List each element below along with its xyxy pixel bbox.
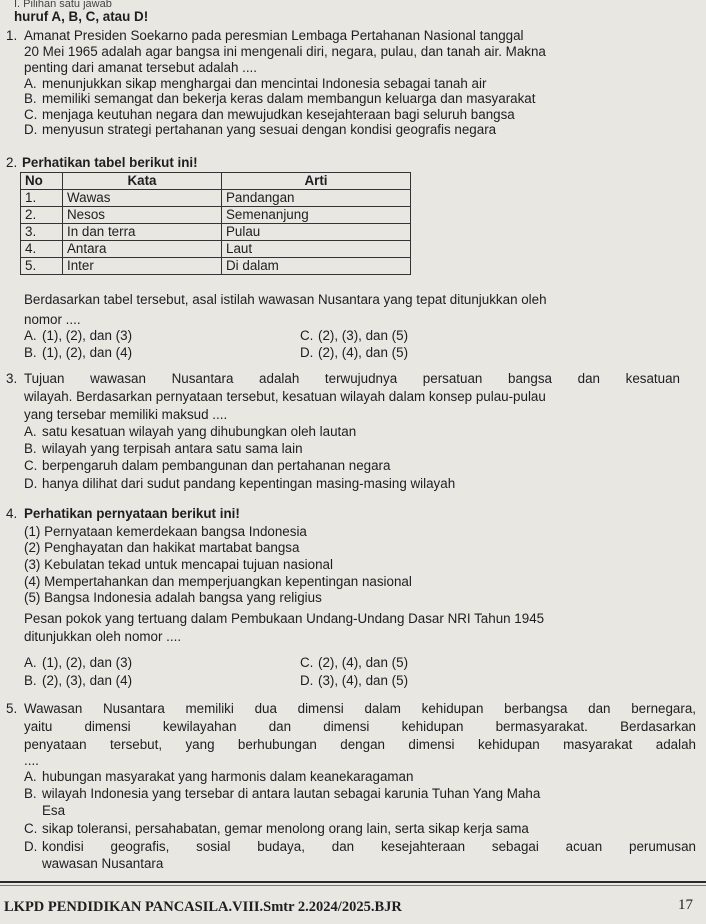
table-cell-no: 3. — [21, 224, 63, 241]
q2-option-c[interactable]: (2), (3), dan (5) — [318, 328, 409, 343]
table-row — [21, 190, 411, 207]
table-cell-arti: Semenanjung — [222, 207, 411, 224]
table-cell-kata: In dan terra — [63, 224, 222, 241]
q5-stem-line1: Wawasan Nusantara memiliki dua dimensi dalam kehidupan berbangsa dan bernegara, — [24, 701, 696, 716]
table-cell-no: 4. — [21, 241, 63, 258]
q5-option-d-line1[interactable]: kondisi geografis, sosial budaya, dan kesejahteraan sebagai acuan perumusan — [42, 839, 696, 854]
q1-option-b[interactable]: memiliki semangat dan bekerja keras dalam membangun keluarga dan masyarakat — [42, 91, 536, 106]
footer-publisher: LKPD PENDIDIKAN PANCASILA.VIII.Smtr 2.2024/2025.BJR — [4, 899, 402, 915]
q3-option-a[interactable]: satu kesatuan wilayah yang dihubungkan oleh lautan — [42, 424, 357, 439]
q4-statement: (4) Mempertahankan dan memperjuangkan kepentingan nasional — [24, 574, 412, 589]
table-cell-kata: Inter — [63, 258, 222, 275]
q5-number: 5. — [6, 701, 18, 716]
q4-option-d[interactable]: (3), (4), dan (5) — [318, 673, 409, 688]
q1-option-d-letter[interactable]: D. — [24, 122, 38, 137]
table-row — [21, 241, 411, 258]
q2-option-b-letter[interactable]: B. — [24, 345, 37, 360]
q4-statement: (1) Pernyataan kemerdekaan bangsa Indonesia — [24, 524, 307, 539]
q5-option-c-letter[interactable]: C. — [24, 821, 38, 836]
q1-stem-line1: Amanat Presiden Soekarno pada peresmian Lembaga Pertahanan Nasional tanggal — [24, 28, 524, 43]
table-row — [21, 258, 411, 275]
q1-option-a[interactable]: menunjukkan sikap menghargai dan mencintai Indonesia sebagai tanah air — [42, 76, 487, 91]
q1-option-d[interactable]: menyusun strategi pertahanan yang sesuai dengan kondisi geografis negara — [42, 122, 497, 137]
q1-stem-line2: 20 Mei 1965 adalah agar bangsa ini mengenali diri, negara, pulau, dan tanah air. Makna — [24, 44, 546, 59]
q2-intro: Perhatikan tabel berikut ini! — [22, 155, 198, 170]
q3-option-c[interactable]: berpengaruh dalam pembangunan dan pertahanan negara — [42, 458, 391, 473]
table-cell-no: 2. — [21, 207, 63, 224]
q4-option-b-letter[interactable]: B. — [24, 673, 37, 688]
q1-option-a-letter[interactable]: A. — [24, 76, 37, 91]
top-fragment: I. Pilihan satu jawab — [14, 0, 112, 10]
q2-option-a[interactable]: (1), (2), dan (3) — [42, 328, 133, 343]
q5-option-a-letter[interactable]: A. — [24, 769, 37, 784]
q2-option-b[interactable]: (1), (2), dan (4) — [42, 345, 133, 360]
q5-stem-line2: yaitu dimensi kewilayahan dan dimensi kehidupan bermasyarakat. Berdasarkan — [24, 719, 696, 734]
table-header-arti: Arti — [222, 173, 411, 190]
q5-option-a[interactable]: hubungan masyarakat yang harmonis dalam keanekaragaman — [42, 769, 414, 784]
instruction: huruf A, B, C, atau D! — [14, 9, 149, 24]
q1-option-b-letter[interactable]: B. — [24, 91, 37, 106]
q2-number: 2. — [6, 155, 18, 170]
q3-option-d-letter[interactable]: D. — [24, 476, 38, 491]
q4-option-c[interactable]: (2), (4), dan (5) — [318, 655, 409, 670]
table-header-kata: Kata — [63, 173, 222, 190]
q1-number: 1. — [6, 28, 18, 43]
q2-question-line2: nomor .... — [24, 312, 81, 327]
q5-stem-line4: .... — [24, 753, 39, 768]
q5-option-d-letter[interactable]: D. — [24, 839, 38, 854]
q4-statement: (3) Kebulatan tekad untuk mencapai tujuan nasional — [24, 557, 333, 572]
q4-number: 4. — [6, 506, 18, 521]
q4-option-a[interactable]: (1), (2), dan (3) — [42, 655, 133, 670]
footer-divider-thin — [0, 885, 706, 886]
table-row — [21, 207, 411, 224]
q3-number: 3. — [6, 371, 18, 386]
table-header-no: No — [21, 173, 63, 190]
table-cell-kata: Antara — [63, 241, 222, 258]
q1-option-c[interactable]: menjaga keutuhan negara dan mewujudkan kesejahteraan bagi seluruh bangsa — [42, 107, 515, 122]
q2-option-a-letter[interactable]: A. — [24, 328, 37, 343]
table-cell-kata: Nesos — [63, 207, 222, 224]
q3-option-c-letter[interactable]: C. — [24, 458, 38, 473]
table-cell-no: 1. — [21, 190, 63, 207]
table-cell-arti: Di dalam — [222, 258, 411, 275]
q2-option-d-letter[interactable]: D. — [300, 345, 314, 360]
q3-option-b[interactable]: wilayah yang terpisah antara satu sama lain — [42, 441, 303, 456]
q2-option-c-letter[interactable]: C. — [300, 328, 314, 343]
q5-option-c[interactable]: sikap toleransi, persahabatan, gemar menolong orang lain, serta sikap kerja sama — [42, 821, 529, 836]
q4-option-a-letter[interactable]: A. — [24, 655, 37, 670]
q3-option-b-letter[interactable]: B. — [24, 441, 37, 456]
q4-option-c-letter[interactable]: C. — [300, 655, 314, 670]
q2-question-line1: Berdasarkan tabel tersebut, asal istilah wawasan Nusantara yang tepat ditunjukkan oleh — [24, 292, 547, 307]
q4-statement: (2) Penghayatan dan hakikat martabat bangsa — [24, 540, 300, 555]
q5-option-b-line2[interactable]: Esa — [42, 803, 66, 818]
q4-stem-line1: Pesan pokok yang tertuang dalam Pembukaan Undang-Undang Dasar NRI Tahun 1945 — [24, 611, 545, 626]
q5-option-d-line2[interactable]: wawasan Nusantara — [42, 856, 164, 871]
q1-option-c-letter[interactable]: C. — [24, 107, 38, 122]
table-cell-arti: Laut — [222, 241, 411, 258]
q1-stem-line3: penting dari amanat tersebut adalah .... — [24, 60, 258, 75]
q4-option-d-letter[interactable]: D. — [300, 673, 314, 688]
footer-page-number: 17 — [678, 897, 693, 913]
q4-intro: Perhatikan pernyataan berikut ini! — [24, 506, 240, 521]
q4-statement: (5) Bangsa Indonesia adalah bangsa yang religius — [24, 590, 322, 605]
table-cell-arti: Pulau — [222, 224, 411, 241]
q3-option-a-letter[interactable]: A. — [24, 424, 37, 439]
q4-stem-line2: ditunjukkan oleh nomor .... — [24, 629, 182, 644]
q5-stem-line3: penyataan tersebut, yang berhubungan dengan dimensi kehidupan masyarakat adalah — [24, 737, 696, 752]
q3-stem-line1: Tujuan wawasan Nusantara adalah terwujudnya persatuan bangsa dan kesatuan — [24, 371, 680, 386]
table-header-row — [21, 173, 411, 190]
table-cell-no: 5. — [21, 258, 63, 275]
q2-option-d[interactable]: (2), (4), dan (5) — [318, 345, 409, 360]
q3-option-d[interactable]: hanya dilihat dari sudut pandang kepentingan masing-masing wilayah — [42, 476, 456, 491]
table-cell-kata: Wawas — [63, 190, 222, 207]
table-cell-arti: Pandangan — [222, 190, 411, 207]
footer-divider — [0, 881, 706, 883]
q3-stem-line3: yang tersebar memiliki maksud .... — [24, 407, 228, 422]
table-row — [21, 224, 411, 241]
q4-option-b[interactable]: (2), (3), dan (4) — [42, 673, 133, 688]
q5-option-b-letter[interactable]: B. — [24, 786, 37, 801]
q2-table — [20, 172, 411, 275]
q3-stem-line2: wilayah. Berdasarkan pernyataan tersebut, kesatuan wilayah dalam konsep pulau-pulau — [24, 389, 546, 404]
q5-option-b-line1[interactable]: wilayah Indonesia yang tersebar di antara lautan sebagai karunia Tuhan Yang Maha — [42, 786, 541, 801]
